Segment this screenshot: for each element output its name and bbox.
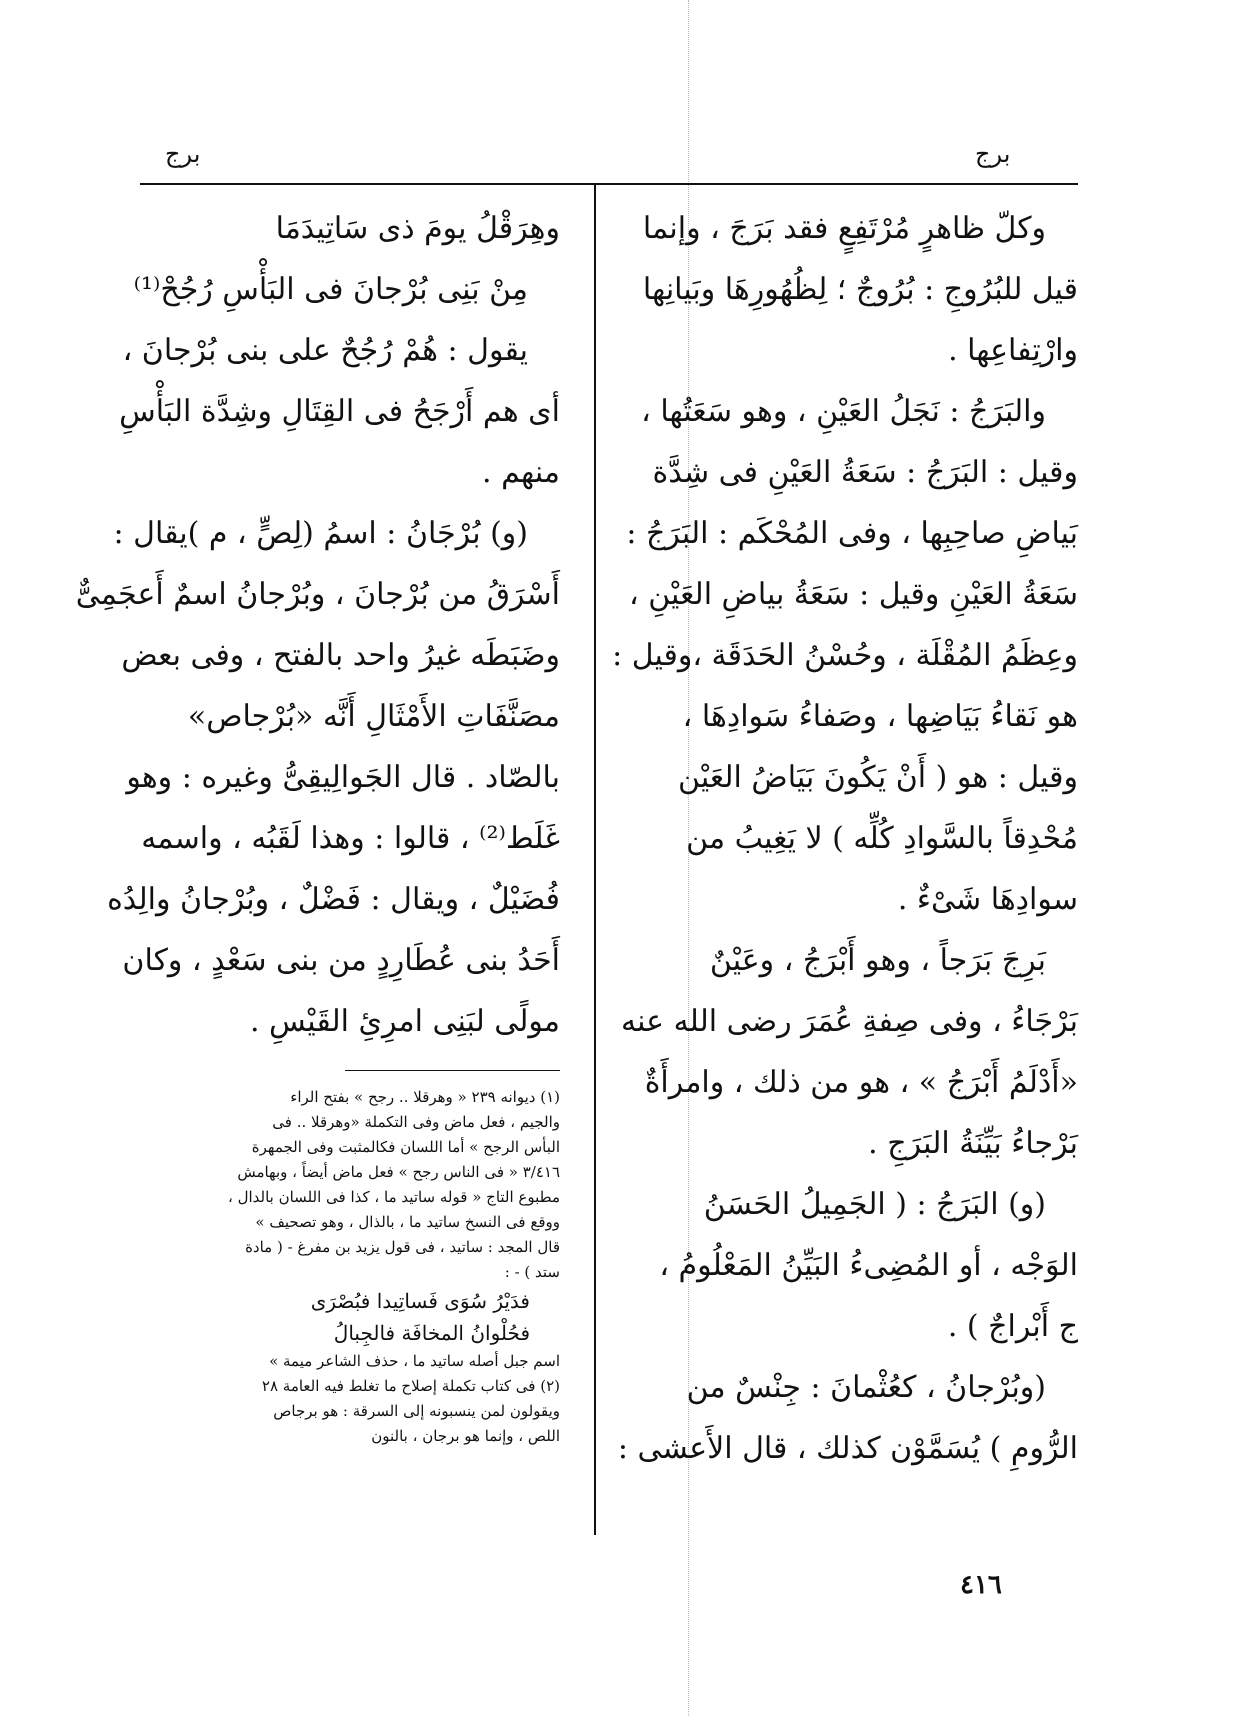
text-line: والبَرَجُ : نَجَلُ العَيْنِ ، وهو سَعَتُها ، (641, 394, 1046, 429)
footnote-line: (٢) فى كتاب تكملة إصلاح ما تغلط فيه العامة ٢٨ (261, 1377, 560, 1395)
text-line: الرُّومِ ) يُسَمَّوْن كذلك ، قال الأَعشى : (617, 1431, 1078, 1466)
footnote-verse-line: فحُلْوانُ المخافَة فالجِبالُ (333, 1321, 530, 1345)
text-line: أى هم أَرْجَحُ فى القِتَالِ وشِدَّة البَأْسِ (119, 394, 560, 429)
footnote-rule (345, 1070, 560, 1071)
text-line: (وبُرْجانُ ، كعُثْمانَ : جِنْسٌ من (686, 1370, 1046, 1405)
text-line: مُحْدِقاً بالسَّوادِ كُلِّه ) لا يَغِيبُ من (686, 821, 1078, 856)
footnote-line: (١) ديوانه ٢٣٩ « وهرقلا .. رجح » بفتح الراء (290, 1088, 560, 1106)
footnote-line: ٣/٤١٦ « فى الناس رجح » فعل ماض أيضاً ، وبهامش (237, 1163, 560, 1181)
footnote-line: ويقولون لمن ينسبونه إلى السرقة : هو برجاص (273, 1402, 560, 1420)
footnote-line: والجيم ، فعل ماض وفى التكملة «وهرقلا .. فى (272, 1113, 560, 1131)
text-line: بَرْجاءُ بَيِّنَةُ البَرَجِ . (868, 1126, 1078, 1161)
text-line: يقول : هُمْ رُجُحٌ على بنى بُرْجانَ ، (122, 333, 528, 368)
text-line: وقيل : هو ( أَنْ يَكُونَ بَيَاضُ العَيْن (678, 760, 1078, 795)
header-rule (140, 183, 1078, 185)
text-line: منهم . (482, 455, 560, 490)
footnote-line: ستد ) - : (504, 1263, 560, 1281)
text-line: أَسْرَقُ من بُرْجانَ ، وبُرْجانُ اسمٌ أَعجَمِىٌّ (75, 577, 560, 612)
text-line: (و) البَرَجُ : ( الجَمِيلُ الحَسَنُ (703, 1187, 1046, 1222)
footnote-line: البأس الرجح » أما اللسان فكالمثبت وفى الجمهرة (251, 1138, 560, 1156)
text-line: «أَدْلَمُ أَبْرَجُ » ، هو من ذلك ، وامرأَةٌ (644, 1065, 1078, 1100)
running-head-right: برج (975, 140, 1011, 168)
text-line: قيل للبُرُوجِ : بُرُوجٌ ؛ لِظُهُورِهَا وبَيانِها (642, 272, 1078, 307)
running-head-left: برج (165, 140, 201, 168)
text-line: هو نَقاءُ بَيَاضِها ، وصَفاءُ سَوادِهَا ، (682, 699, 1078, 734)
footnotes (130, 1085, 560, 1449)
text-line: وعِظَمُ المُقْلَة ، وحُسْنُ الحَدَقَة ،وقيل : (612, 638, 1078, 673)
footnote-verse-line: فدَيْرُ سُوَى فَساتِيدا فبُصْرَى (310, 1289, 530, 1313)
text-line: وكلّ ظاهرٍ مُرْتَفِعٍ فقد بَرَجَ ، وإنما (642, 211, 1046, 246)
verse-line: وهِرَقْلُ يومَ ذى سَاتِيدَمَا (275, 211, 560, 246)
text-line: وقيل : البَرَجُ : سَعَةُ العَيْنِ فى شِدَّة (652, 455, 1078, 490)
text-line: مصَنَّفَاتِ الأَمْثَالِ أَنَّه «بُرْجاص» (187, 699, 560, 734)
text-line: أَحَدُ بنى عُطَارِدٍ من بنى سَعْدٍ ، وكان (122, 943, 560, 978)
text-line: بَياضِ صاحِبِها ، وفى المُحْكَم : البَرَجُ : (626, 516, 1078, 551)
text-line: غَلَط⁽²⁾ ، قالوا : وهذا لَقَبُه ، واسمه (141, 821, 560, 856)
left-column (75, 198, 560, 1052)
footnote-line: ووقع فى النسخ ساتيد ما ، بالذال ، وهو تصحيف » (255, 1213, 560, 1231)
text-line: سوادِهَا شَىْءٌ . (897, 882, 1078, 917)
right-column (612, 198, 1078, 1479)
text-line: الوَجْه ، أو المُضِىءُ البَيِّنُ المَعْلُومُ ، (659, 1248, 1078, 1283)
text-line: مولًى لبَنِى امرِئِ القَيْسِ . (249, 1004, 560, 1039)
page-number: ٤١٦ (960, 1570, 1002, 1600)
footnote-line: اللص ، وإنما هو برجان ، بالنون (371, 1427, 560, 1445)
text-line: بالصّاد . قال الجَوالِيقِىُّ وغيره : وهو (126, 760, 560, 795)
text-line: وضَبَطَه غيرُ واحد بالفتح ، وفى بعض (121, 638, 560, 673)
text-line: بَرِجَ بَرَجاً ، وهو أَبْرَجُ ، وعَيْنٌ (709, 943, 1046, 978)
text-line: (و) بُرْجَانُ : اسمُ (لِصٍّ ، م )يقال : (113, 516, 528, 551)
footnote-line: قال المجد : ساتيد ، فى قول يزيد بن مفرغ - ( مادة (245, 1238, 560, 1256)
verse-line: مِنْ بَنِى بُرْجانَ فى البَأْسِ رُجُحْ⁽¹⁾ (133, 272, 528, 307)
text-line: وارْتِفاعِها . (948, 333, 1078, 368)
text-line: فُضَيْلٌ ، ويقال : فَضْلٌ ، وبُرْجانُ والِدُه (107, 882, 560, 917)
footnote-line: مطبوع التاج « قوله ساتيد ما ، كذا فى اللسان بالدال ، (227, 1188, 560, 1206)
text-line: بَرْجَاءُ ، وفى صِفةِ عُمَرَ رضى الله عنه (621, 1004, 1078, 1039)
text-line: سَعَةُ العَيْنِ وقيل : سَعَةُ بياضِ العَيْنِ ، (628, 577, 1078, 612)
text-line: ج أَبْراجٌ ) . (947, 1309, 1078, 1344)
footnote-line: اسم جبل أصله ساتيد ما ، حذف الشاعر ميمة » (269, 1352, 560, 1370)
column-divider (594, 183, 596, 1535)
